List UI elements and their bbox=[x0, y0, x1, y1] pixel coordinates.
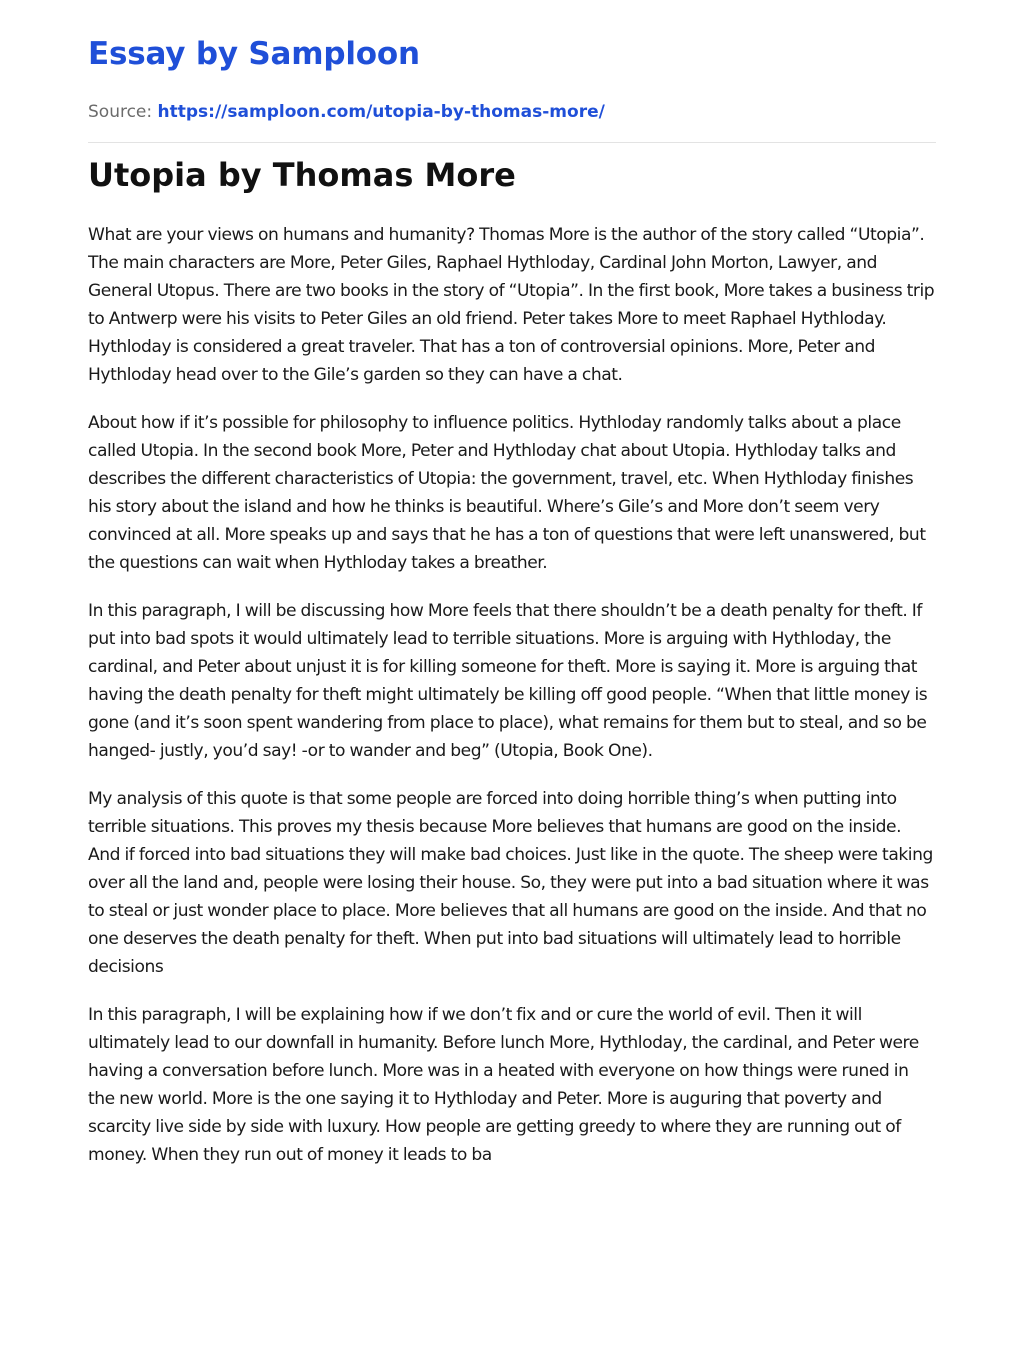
essay-paragraph: In this paragraph, I will be explaining how if we don’t fix and or cure the world of evil. Then it will ultimately lead to our downfall in humanity. Before lunch More, Hythloday, the cardinal, and Peter were having a conversation before lunch. More was in a heated with everyone on how things were runed in the new world. More is the one saying it to Hythloday and Peter. More is auguring that poverty and scarcity live side by side with luxury. How people are getting greedy to where they are running out of money. When they run out of money it leads to ba bbox=[88, 1005, 919, 1165]
site-brand[interactable]: Essay by Samploon bbox=[88, 36, 420, 72]
essay-paragraph: About how if it’s possible for philosophy to influence politics. Hythloday randomly talks about a place called Utopia. In the second book More, Peter and Hythloday chat about Utopia. Hythloday talks and describes the different characteristics of Utopia: the government, travel, etc. When Hythloday finishes his story about the island and how he thinks is beautiful. Where’s Gile’s and More don’t seem very convinced at all. More speaks up and says that he has a ton of questions that were left unanswered, but the questions can wait when Hythloday takes a breather. bbox=[88, 413, 926, 573]
essay-paragraph: What are your views on humans and humanity? Thomas More is the author of the story called “Utopia”. The main characters are More, Peter Giles, Raphael Hythloday, Cardinal John Morton, Lawyer, and General Utopus. There are two books in the story of “Utopia”. In the first book, More takes a business trip to Antwerp were his visits to Peter Giles an old friend. Peter takes More to meet Raphael Hythloday. Hythloday is considered a great traveler. That has a ton of controversial opinions. More, Peter and Hythloday head over to the Gile’s garden so they can have a chat. bbox=[88, 225, 935, 385]
essay-paragraph: In this paragraph, I will be discussing how More feels that there shouldn’t be a death penalty for theft. If put into bad spots it would ultimately lead to terrible situations. More is arguing with Hythloday, the cardinal, and Peter about unjust it is for killing someone for theft. More is saying it. More is arguing that having the death penalty for theft might ultimately be killing off good people. “When that little money is gone (and it’s soon spent wandering from place to place), what remains for them but to steal, and so be hanged- justly, you’d say! -or to wander and beg” (Utopia, Book One). bbox=[88, 601, 928, 761]
source-label: Source: bbox=[88, 102, 153, 122]
source-line bbox=[88, 102, 605, 122]
source-link[interactable]: https://samploon.com/utopia-by-thomas-more/ bbox=[157, 102, 605, 122]
essay-title: Utopia by Thomas More bbox=[88, 156, 516, 194]
divider bbox=[88, 142, 936, 143]
essay-body bbox=[88, 221, 936, 1341]
essay-paragraph: My analysis of this quote is that some people are forced into doing horrible thing’s when putting into terrible situations. This proves my thesis because More believes that humans are good on the inside. And if forced into bad situations they will make bad choices. Just like in the quote. The sheep were taking over all the land and, people were losing their house. So, they were put into a bad situation where it was to steal or just wonder place to place. More believes that all humans are good on the inside. And that no one deserves the death penalty for theft. When put into bad situations will ultimately lead to horrible decisions bbox=[88, 789, 933, 977]
